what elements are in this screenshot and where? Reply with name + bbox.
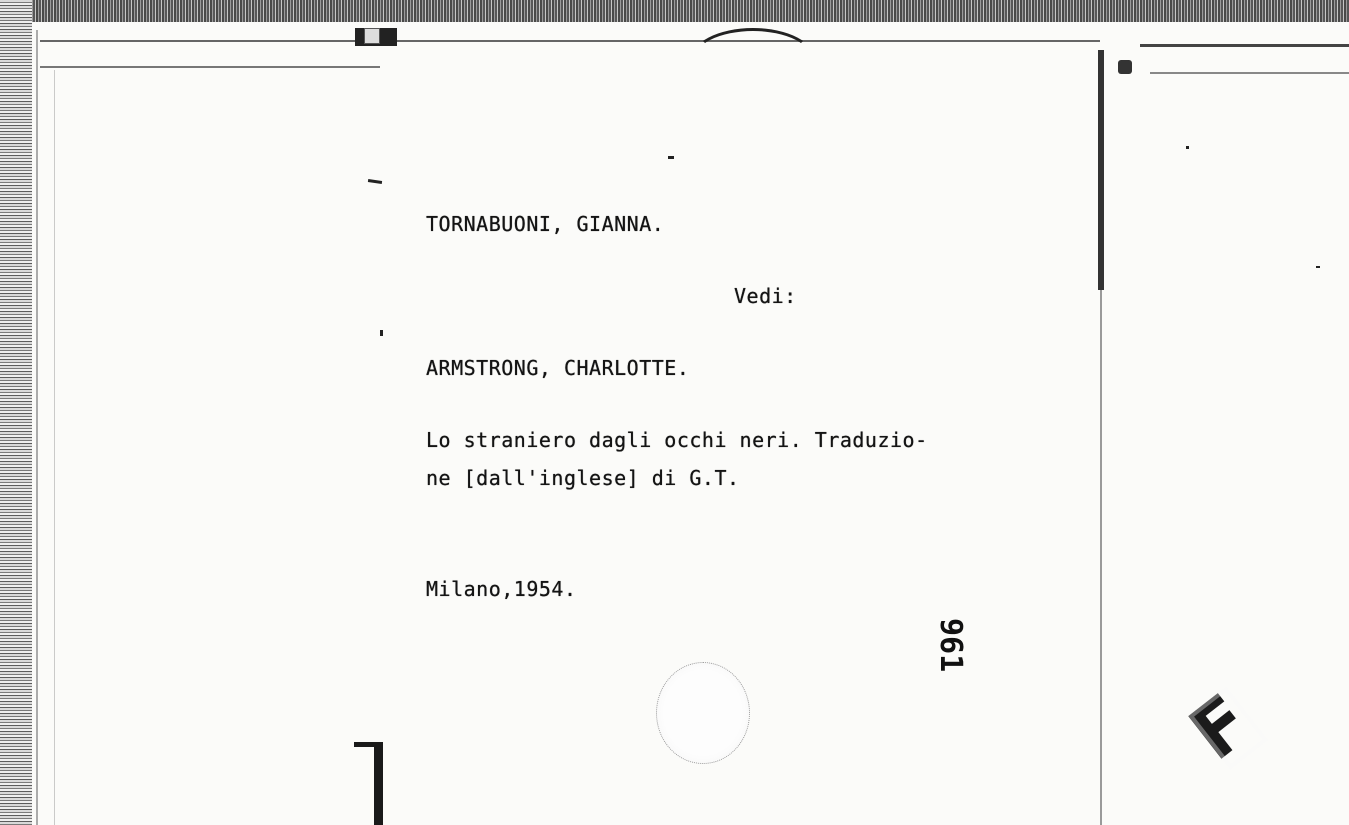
- corner-letter-mark: F: [1174, 679, 1266, 778]
- card-right-border-thin: [1100, 290, 1102, 825]
- shelfmark-number: 961: [933, 618, 968, 673]
- card-right-border: [1098, 50, 1104, 290]
- next-card-mark: [1118, 60, 1132, 74]
- bottom-bracket-stem: [374, 742, 383, 825]
- card-heading: TORNABUONI, GIANNA.: [426, 212, 665, 236]
- scan-left-edge: [0, 0, 32, 825]
- card-left-border: [36, 30, 38, 825]
- next-card-top-rule: [1150, 72, 1349, 74]
- card-inner-left-border: [54, 70, 55, 825]
- card-tab-square: [364, 28, 380, 44]
- punch-hole: [656, 662, 750, 764]
- see-reference-label: Vedi:: [734, 284, 797, 308]
- ink-speck: [368, 179, 382, 184]
- ink-speck: [1316, 266, 1320, 268]
- ink-speck: [1186, 146, 1189, 149]
- card-tab-arc: [690, 28, 816, 94]
- next-card-top-border: [1140, 44, 1349, 47]
- card-top-border: [40, 40, 1100, 42]
- ink-speck: [668, 156, 674, 159]
- scan-top-edge: [0, 0, 1349, 22]
- ink-speck: [380, 330, 383, 336]
- imprint: Milano,1954.: [426, 577, 577, 601]
- title-line-2: ne [dall'inglese] di G.T.: [426, 466, 740, 490]
- main-entry: ARMSTRONG, CHARLOTTE.: [426, 356, 690, 380]
- title-line-1: Lo straniero dagli occhi neri. Traduzio-: [426, 428, 928, 452]
- card-top-rule: [40, 66, 380, 68]
